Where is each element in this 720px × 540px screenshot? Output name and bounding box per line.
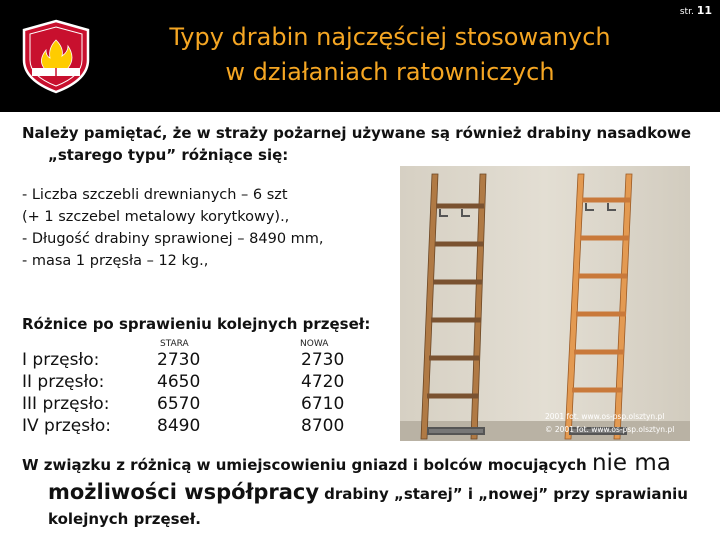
- conclusion-line-1: [22, 450, 712, 476]
- conclusion-text: [22, 450, 712, 528]
- span-label: III przęsło:: [22, 394, 110, 414]
- conclusion-emphasis-1: nie ma: [591, 450, 671, 476]
- spec-item: - Liczba szczebli drewnianych – 6 szt: [22, 187, 288, 203]
- spec-item: (+ 1 szczebel metalowy korytkowy).,: [22, 209, 290, 225]
- new-values-column: [301, 349, 344, 437]
- intro-line-1: Należy pamiętać, że w straży pożarnej używane są również drabiny nasadkowe: [22, 124, 692, 142]
- span-label: IV przęsło:: [22, 416, 112, 436]
- ladders-photo: [400, 166, 690, 441]
- photo-credit-line-1: 2001 fot. www.os-psp.olsztyn.pl: [545, 412, 665, 421]
- conclusion-emphasis-2: możliwości współpracy: [48, 480, 320, 504]
- slide-title: [130, 20, 650, 90]
- old-value: 6570: [157, 394, 201, 414]
- title-line-2: w działaniach ratowniczych: [225, 58, 555, 86]
- title-line-1: Typy drabin najczęściej stosowanych: [169, 23, 611, 51]
- conclusion-line-2: [22, 480, 712, 504]
- new-value: 8700: [301, 416, 345, 436]
- spec-item: - masa 1 przęsła – 12 kg.,: [22, 253, 209, 269]
- conclusion-line-3: kolejnych przęseł.: [48, 510, 201, 528]
- fire-brigade-logo-icon: [18, 18, 94, 94]
- new-value: 4720: [301, 372, 345, 392]
- conclusion-part-2: drabiny „starej” i „nowej” przy sprawianiu: [324, 485, 688, 503]
- new-value: 6710: [301, 394, 345, 414]
- column-header-new: NOWA: [300, 339, 329, 349]
- specs-list: [22, 184, 382, 272]
- page-number: [680, 4, 712, 17]
- page-prefix: str.: [679, 7, 694, 17]
- slide-header: [0, 0, 720, 112]
- span-label: I przęsło:: [22, 350, 100, 370]
- span-labels-column: [22, 349, 111, 437]
- differences-title: Różnice po sprawieniu kolejnych przęseł:: [22, 315, 371, 333]
- old-value: 8490: [157, 416, 201, 436]
- photo-credit: [545, 410, 674, 436]
- page-number-value: 11: [696, 4, 712, 17]
- column-header-old: STARA: [160, 339, 189, 349]
- old-values-column: [157, 349, 200, 437]
- intro-line-2: „starego typu” różniące się:: [48, 146, 289, 164]
- span-label: II przęsło:: [22, 372, 105, 392]
- conclusion-part-1: W związku z różnicą w umiejscowieniu gniazd i bolców mocujących: [22, 456, 587, 474]
- new-value: 2730: [301, 350, 345, 370]
- old-value: 2730: [157, 350, 201, 370]
- intro-text: [22, 122, 702, 166]
- two-ladders-icon: [400, 166, 690, 441]
- photo-credit-line-2: © 2001 fot. www.os-psp.olsztyn.pl: [545, 425, 675, 434]
- old-value: 4650: [157, 372, 201, 392]
- spec-item: - Długość drabiny sprawionej – 8490 mm,: [22, 231, 324, 247]
